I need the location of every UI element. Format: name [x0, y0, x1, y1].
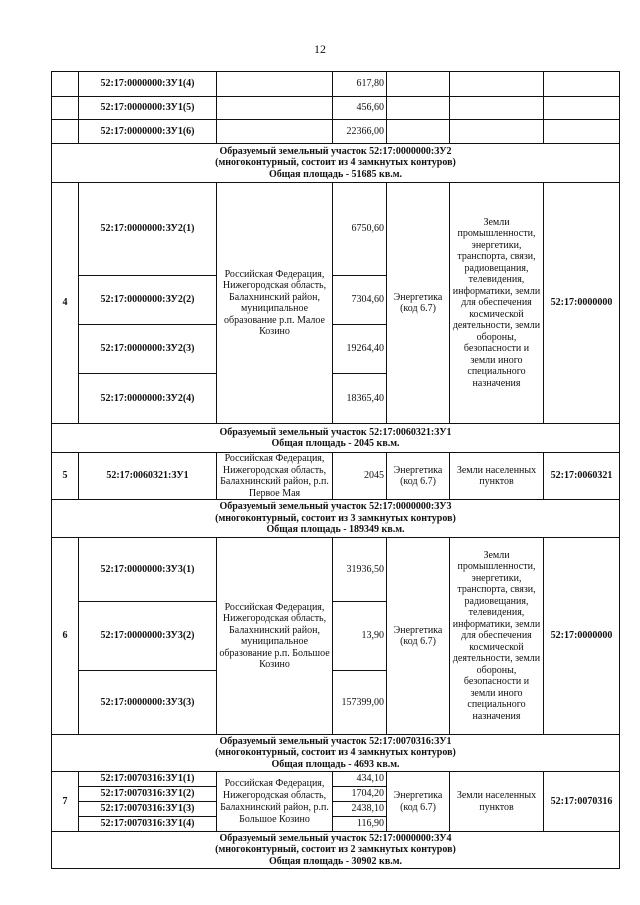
owner-cell: Российская Федерация, Нижегородская область, Балахнинский район, муниципальное образование р.п. Малое Козино: [217, 183, 333, 424]
block-header-line: Образуемый земельный участок 52:17:0000000:ЗУ4: [219, 832, 452, 844]
area-cell: 1704,20: [333, 787, 387, 802]
row-number-cell: 4: [52, 183, 79, 424]
area-cell: 2045: [333, 453, 387, 500]
use-cell: [387, 120, 450, 144]
block-header-line: Образуемый земельный участок 52:17:0000000:ЗУ3: [219, 501, 452, 513]
block-header-line: Общая площадь - 51685 кв.м.: [268, 168, 403, 180]
parcel-cell: 52:17:0070316:ЗУ1(4): [79, 817, 217, 832]
block-header: [52, 735, 620, 772]
category-cell: [450, 97, 544, 120]
block-header-row: [52, 144, 620, 183]
area-cell: 6750,60: [333, 183, 387, 276]
parcel-cell: 52:17:0060321:ЗУ1: [79, 453, 217, 500]
area-cell: 617,80: [333, 72, 387, 97]
parcel-cell: 52:17:0000000:ЗУ1(5): [79, 97, 217, 120]
quarter-cell: [544, 97, 620, 120]
owner-cell: [217, 72, 333, 97]
row-number-cell: 5: [52, 453, 79, 500]
table-row: [52, 453, 620, 500]
owner-cell: Российская Федерация, Нижегородская область, Балахнинский район, р.п. Первое Мая: [217, 453, 333, 500]
use-cell: Энергетика (код 6.7): [387, 538, 450, 735]
block-header-line: Общая площадь - 30902 кв.м.: [268, 855, 403, 867]
block-header-line: Образуемый земельный участок 52:17:0060321:ЗУ1: [219, 426, 452, 438]
area-cell: 19264,40: [333, 325, 387, 374]
area-cell: 13,90: [333, 602, 387, 671]
table-row: [52, 538, 620, 602]
owner-cell: Российская Федерация, Нижегородская область, Балахнинский район, муниципальное образование р.п. Большое Козино: [217, 538, 333, 735]
parcel-cell: 52:17:0000000:ЗУ3(1): [79, 538, 217, 602]
area-cell: 2438,10: [333, 802, 387, 817]
block-header-line: Образуемый земельный участок 52:17:0000000:ЗУ2: [219, 145, 452, 157]
category-cell: Земли населенных пунктов: [450, 772, 544, 832]
parcel-cell: 52:17:0000000:ЗУ2(1): [79, 183, 217, 276]
row-number-cell: 6: [52, 538, 79, 735]
table-row: [52, 97, 620, 120]
table-row: [52, 772, 620, 787]
block-header: [52, 832, 620, 869]
block-header-line: Образуемый земельный участок 52:17:0070316:ЗУ1: [219, 735, 452, 747]
page-number: 12: [314, 42, 326, 56]
block-header: [52, 424, 620, 453]
row-number-cell: [52, 97, 79, 120]
row-number-cell: 7: [52, 772, 79, 832]
use-cell: Энергетика (код 6.7): [387, 183, 450, 424]
table-row: [52, 183, 620, 276]
quarter-cell: [544, 72, 620, 97]
block-header-row: [52, 735, 620, 772]
area-cell: 434,10: [333, 772, 387, 787]
area-cell: 456,60: [333, 97, 387, 120]
parcel-cell: 52:17:0070316:ЗУ1(1): [79, 772, 217, 787]
owner-cell: [217, 97, 333, 120]
quarter-cell: 52:17:0060321: [544, 453, 620, 500]
block-header-row: [52, 832, 620, 869]
table-row: [52, 72, 620, 97]
block-header-line: (многоконтурный, состоит из 4 замкнутых контуров): [215, 747, 456, 759]
quarter-cell: 52:17:0000000: [544, 183, 620, 424]
parcel-cell: 52:17:0070316:ЗУ1(2): [79, 787, 217, 802]
area-cell: 157399,00: [333, 671, 387, 735]
use-cell: [387, 72, 450, 97]
area-cell: 7304,60: [333, 276, 387, 325]
block-header-row: [52, 500, 620, 538]
owner-cell: Российская Федерация, Нижегородская область, Балахнинский район, р.п. Большое Козино: [217, 772, 333, 832]
parcel-cell: 52:17:0000000:ЗУ3(3): [79, 671, 217, 735]
use-cell: Энергетика (код 6.7): [387, 772, 450, 832]
block-header-line: Общая площадь - 2045 кв.м.: [271, 438, 400, 449]
row-number-cell: [52, 72, 79, 97]
category-cell: Земли промышленности, энергетики, транспорта, связи, радиовещания, телевидения, информатики, земли для обеспечения космической деятельности, земли обороны, безопасности и земли иного специального назначения: [450, 183, 544, 424]
table-row: [52, 120, 620, 144]
block-header-row: [52, 424, 620, 453]
parcel-cell: 52:17:0000000:ЗУ3(2): [79, 602, 217, 671]
category-cell: [450, 72, 544, 97]
parcel-cell: 52:17:0000000:ЗУ2(2): [79, 276, 217, 325]
area-cell: 31936,50: [333, 538, 387, 602]
block-header: [52, 500, 620, 538]
quarter-cell: 52:17:0070316: [544, 772, 620, 832]
area-cell: 22366,00: [333, 120, 387, 144]
parcel-cell: 52:17:0000000:ЗУ1(4): [79, 72, 217, 97]
row-number-cell: [52, 120, 79, 144]
use-cell: [387, 97, 450, 120]
use-cell: Энергетика (код 6.7): [387, 453, 450, 500]
land-parcels-table: [51, 71, 620, 869]
parcel-cell: 52:17:0000000:ЗУ1(6): [79, 120, 217, 144]
parcel-cell: 52:17:0000000:ЗУ2(4): [79, 374, 217, 424]
block-header-line: (многоконтурный, состоит из 3 замкнутых контуров): [215, 512, 456, 524]
owner-cell: [217, 120, 333, 144]
quarter-cell: 52:17:0000000: [544, 538, 620, 735]
block-header-line: (многоконтурный, состоит из 2 замкнутых контуров): [215, 844, 456, 856]
block-header-line: (многоконтурный, состоит из 4 замкнутых контуров): [215, 157, 456, 169]
area-cell: 18365,40: [333, 374, 387, 424]
parcel-cell: 52:17:0070316:ЗУ1(3): [79, 802, 217, 817]
category-cell: Земли промышленности, энергетики, транспорта, связи, радиовещания, телевидения, информатики, земли для обеспечения космической деятельности, земли обороны, безопасности и земли иного специального назначения: [450, 538, 544, 735]
category-cell: [450, 120, 544, 144]
block-header: [52, 144, 620, 183]
quarter-cell: [544, 120, 620, 144]
area-cell: 116,90: [333, 817, 387, 832]
parcel-cell: 52:17:0000000:ЗУ2(3): [79, 325, 217, 374]
block-header-line: Общая площадь - 4693 кв.м.: [271, 758, 400, 770]
block-header-line: Общая площадь - 189349 кв.м.: [266, 524, 405, 536]
category-cell: Земли населенных пунктов: [450, 453, 544, 500]
